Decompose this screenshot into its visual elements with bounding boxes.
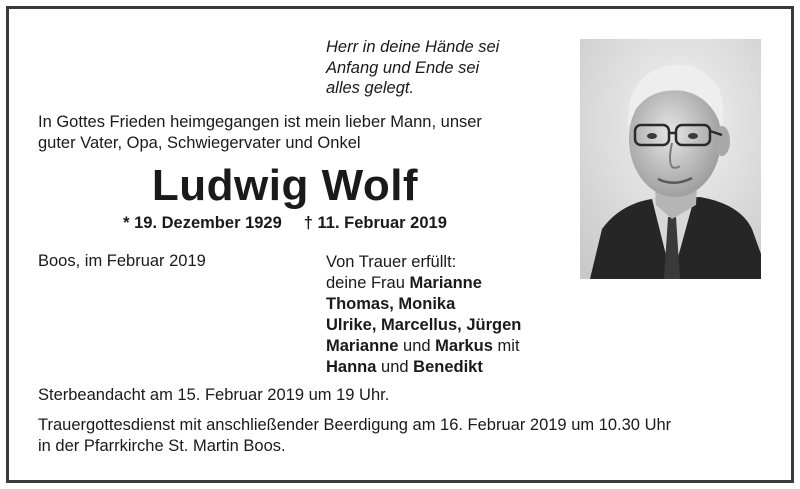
- mourners-list: [326, 252, 521, 378]
- place-date: Boos, im Februar 2019: [38, 252, 206, 270]
- birth-date: * 19. Dezember 1929: [123, 214, 282, 232]
- intro-line: guter Vater, Opa, Schwiegervater und Onkel: [38, 134, 361, 152]
- motto-line: alles gelegt.: [326, 79, 415, 97]
- intro-text: [38, 112, 482, 154]
- motto-line: Herr in deine Hände sei: [326, 38, 500, 56]
- bible-motto: [326, 37, 499, 99]
- mourner-line: Thomas, Monika: [326, 295, 456, 313]
- mourners-heading: Von Trauer erfüllt:: [326, 253, 457, 271]
- death-date: † 11. Februar 2019: [303, 214, 447, 232]
- motto-line: Anfang und Ende sei: [326, 58, 480, 77]
- mourner-line: Hanna und Benedikt: [326, 358, 483, 376]
- mourner-line: deine Frau Marianne: [326, 274, 482, 292]
- life-dates: [0, 214, 570, 233]
- mourner-line: Marianne und Markus mit: [326, 337, 520, 355]
- intro-line: In Gottes Frieden heimgegangen ist mein lieber Mann, unser: [38, 113, 482, 131]
- service-andacht: Sterbeandacht am 15. Februar 2019 um 19 Uhr.: [38, 386, 390, 404]
- service-gottesdienst: Trauergottesdienst mit anschließender Beerdigung am 16. Februar 2019 um 10.30 Uhr in der Pfarrkirche St. Martin Boos.: [38, 416, 672, 455]
- deceased-name: Ludwig Wolf: [151, 161, 419, 210]
- portrait-photo: [580, 39, 761, 279]
- mourner-line: Ulrike, Marcellus, Jürgen: [326, 316, 522, 334]
